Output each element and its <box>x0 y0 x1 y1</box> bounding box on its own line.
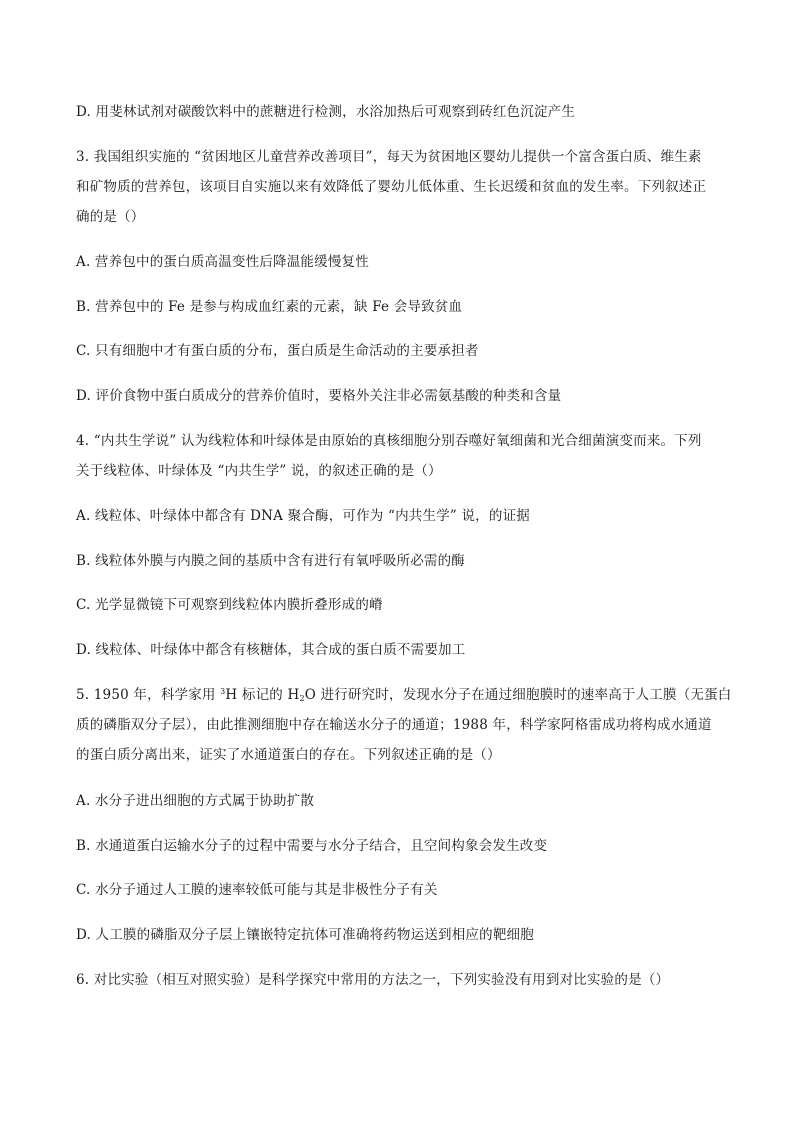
q5-stem-line-1 <box>76 685 736 705</box>
q5-stem-line-3: 的蛋白质分离出来，证实了水通道蛋白的存在。下列叙述正确的是（） <box>76 747 501 763</box>
q4-option-d: D. 线粒体、叶绿体中都含有核糖体，其合成的蛋白质不需要加工 <box>76 642 466 658</box>
q2-option-d: D. 用斐林试剂对碳酸饮料中的蔗糖进行检测，水浴加热后可观察到砖红色沉淀产生 <box>76 104 576 120</box>
q5-option-a: A. 水分子进出细胞的方式属于协助扩散 <box>76 793 315 809</box>
q3-option-b: B. 营养包中的 Fe 是参与构成血红素的元素，缺 Fe 会导致贫血 <box>76 299 463 315</box>
q5-stem-part-1: 5. 1950 年，科学家用 <box>76 687 221 703</box>
q4-option-a: A. 线粒体、叶绿体中都含有 DNA 聚合酶，可作为 “内共生学” 说，的证据 <box>76 508 530 524</box>
q4-option-b: B. 线粒体外膜与内膜之间的基质中含有进行有氧呼吸所必需的酶 <box>76 553 466 569</box>
q5-isotope-superscript: 3 <box>220 687 226 696</box>
q3-stem-line-2: 和矿物质的营养包，该项目自实施以来有效降低了婴幼儿低体重、生长迟缓和贫血的发生率。下列叙述正 <box>76 179 707 195</box>
q3-option-d: D. 评价食物中蛋白质成分的营养价值时，要格外关注非必需氨基酸的种类和含量 <box>76 388 562 404</box>
q5-option-b: B. 水通道蛋白运输水分子的过程中需要与水分子结合，且空间构象会发生改变 <box>76 838 548 854</box>
q5-stem-line-2: 质的磷脂双分子层），由此推测细胞中存在输送水分子的通道；1988 年，科学家阿格雷成功将构成水通道 <box>76 717 712 733</box>
q5-stem-part-3: O 进行研究时，发现水分子在通过细胞膜时的速率高于人工膜（无蛋白 <box>304 687 732 703</box>
q3-option-c: C. 只有细胞中才有蛋白质的分布，蛋白质是生命活动的主要承担者 <box>76 343 479 359</box>
q3-stem-line-3: 确的是（） <box>76 209 145 225</box>
q4-stem-line-2: 关于线粒体、叶绿体及 “内共生学” 说，的叙述正确的是（） <box>76 463 442 479</box>
q6-stem-line-1: 6. 对比实验（相互对照实验）是科学探究中常用的方法之一，下列实验没有用到对比实验的是（） <box>76 972 670 988</box>
q5-stem-part-2: H 标记的 H <box>225 687 300 703</box>
q3-stem-line-1: 3. 我国组织实施的 “贫困地区儿童营养改善项目”，每天为贫困地区婴幼儿提供一个富含蛋白质、维生素 <box>76 149 702 165</box>
q5-formula-subscript: 2 <box>299 694 305 703</box>
q3-option-a: A. 营养包中的蛋白质高温变性后降温能缓慢复性 <box>76 254 369 270</box>
q5-option-d: D. 人工膜的磷脂双分子层上镶嵌特定抗体可准确将药物运送到相应的靶细胞 <box>76 927 534 943</box>
q5-option-c: C. 水分子通过人工膜的速率较低可能与其是非极性分子有关 <box>76 882 438 898</box>
q4-stem-line-1: 4. “内共生学说” 认为线粒体和叶绿体是由原始的真核细胞分别吞噬好氧细菌和光合细菌演变而来。下列 <box>76 433 702 449</box>
q4-option-c: C. 光学显微镜下可观察到线粒体内膜折叠形成的嵴 <box>76 597 383 613</box>
